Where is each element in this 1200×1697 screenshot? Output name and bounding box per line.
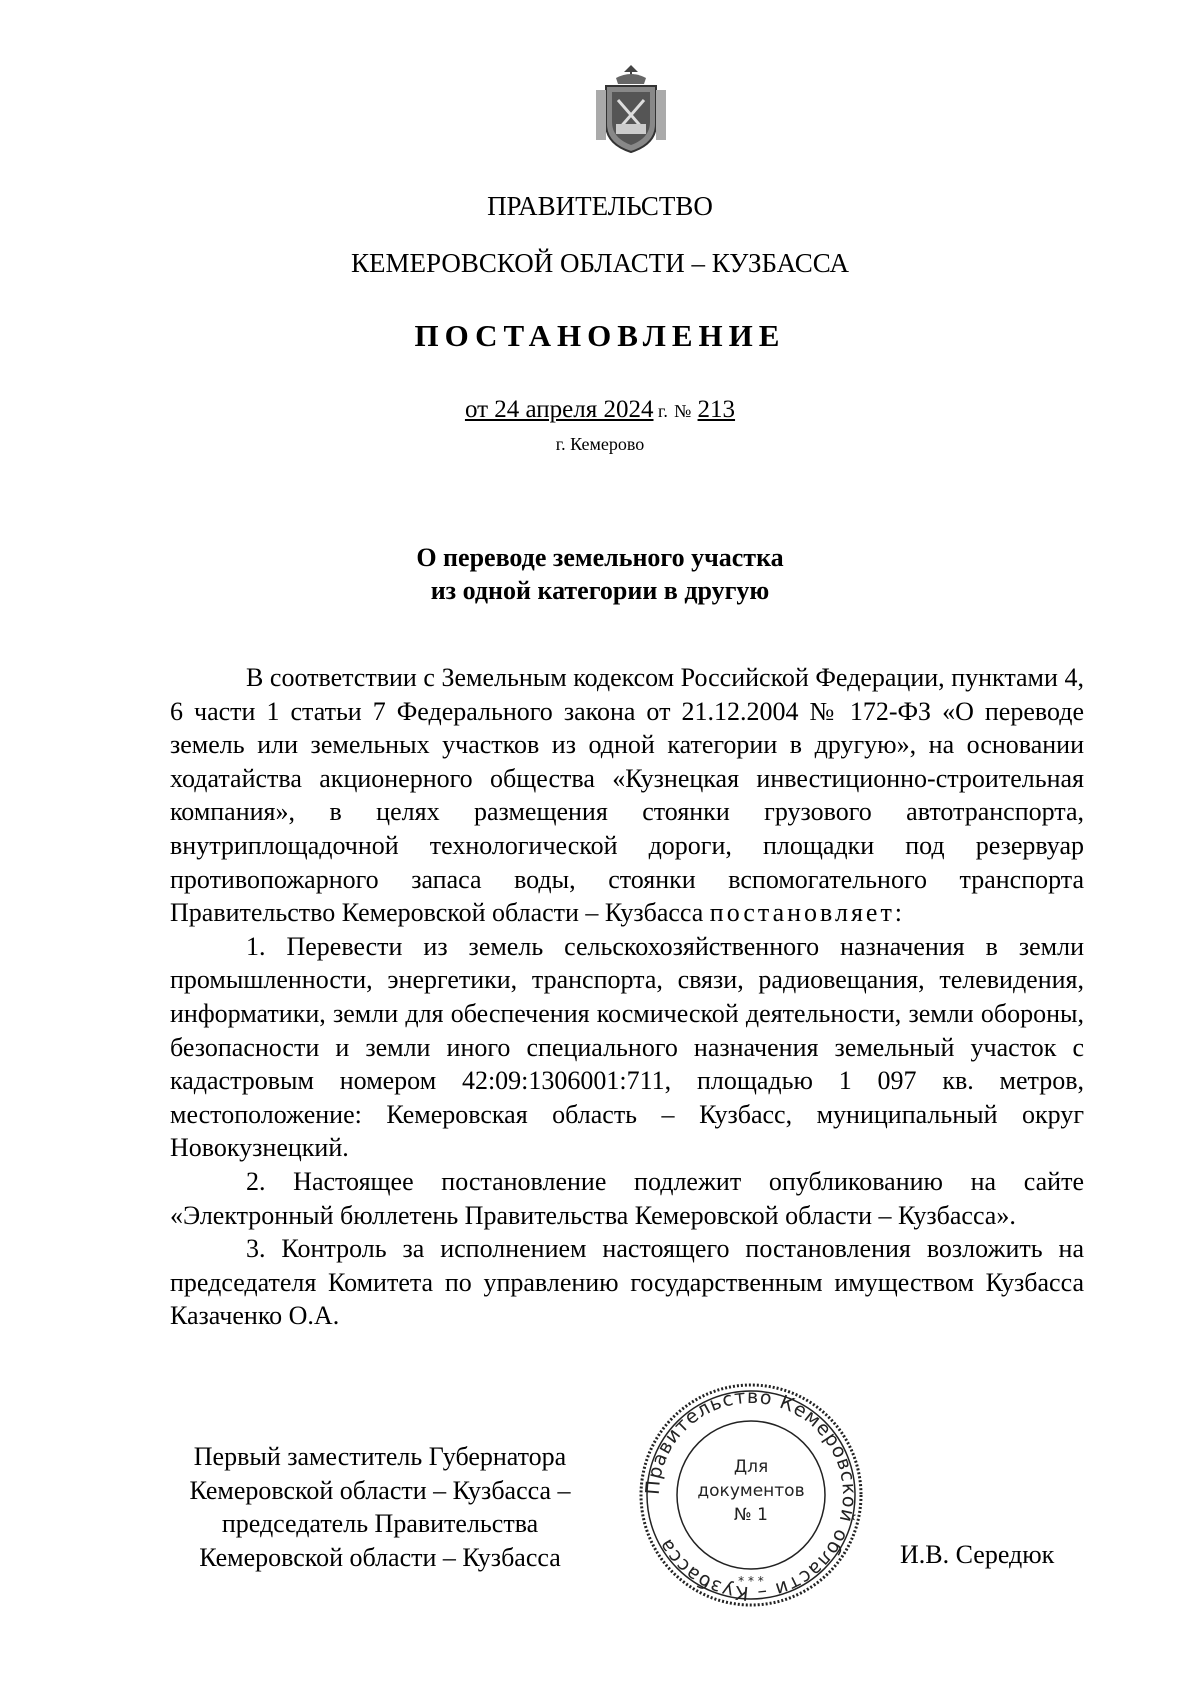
stamp-center-line-2: документов [697, 1481, 805, 1501]
signatory-title-line-1: Первый заместитель Губернатора [193, 1442, 567, 1471]
subject-line-2: из одной категории в другую [430, 576, 770, 605]
signatory-name: И.В. Середюк [900, 1540, 1055, 1569]
government-heading: ПРАВИТЕЛЬСТВО [487, 191, 713, 221]
item-3-paragraph: 3. Контроль за исполнением настоящего постановления возложить на председателя Комитета по управлению государственным имуществом Кузбасса Казаченко О.А. [170, 1234, 1084, 1331]
document-subject [0, 541, 1200, 607]
preamble-text: В соответствии с Земельным кодексом Российской Федерации, пунктами 4, 6 части 1 статьи 7 Федерального закона от 21.12.2004 № 172-ФЗ «О переводе земель или земельных участков из одной категории в другую», на основании ходатайства акционерного общества «Кузнецкая инвестиционно-строительная компания», в целях размещения стоянки грузового автотранспорта, внутриплощадочной технологической дороги, площадки под резервуар противопожарного запаса воды, стоянки вспомогательного транспорта Правительство Кемеровской области – Кузбасса [170, 663, 1084, 928]
year-suffix: г. [653, 401, 668, 421]
stamp-center-line-3: № 1 [734, 1505, 768, 1525]
number-sign: № [674, 401, 692, 421]
signatory-title [160, 1440, 600, 1574]
document-type-title: ПОСТАНОВЛЕНИЕ [414, 318, 786, 353]
official-stamp [636, 1380, 866, 1610]
item-1-paragraph: 1. Перевести из земель сельскохозяйственного назначения в земли промышленности, энергетики, транспорта, связи, радиовещания, телевидения, информатики, земли для обеспечения космической деятельности, земли обороны, безопасности и земли иного специального назначения земельный участок с кадастровым номером 42:09:1306001:711, площадью 1 097 кв. метров, местоположение: Кемеровская область – Кузбасс, муниципальный округ Новокузнецкий. [170, 931, 1084, 1163]
document-body [170, 661, 1084, 1333]
resolves-word: постановляет: [709, 898, 906, 928]
signatory-title-line-4: Кемеровской области – Кузбасса [199, 1542, 561, 1572]
document-number: 213 [697, 396, 736, 423]
stamp-stars: * * * [738, 1574, 764, 1588]
stamp-center-line-1: Для [733, 1457, 769, 1477]
signatory-title-line-3: председатель Правительства [221, 1509, 539, 1538]
coat-of-arms-emblem [596, 62, 666, 156]
document-city: г. Кемерово [555, 434, 645, 454]
item-2-paragraph: 2. Настоящее постановление подлежит опубликованию на сайте «Электронный бюллетень Правительства Кемеровской области – Кузбасса». [170, 1166, 1084, 1230]
document-dateline [0, 396, 1200, 424]
subject-line-1: О переводе земельного участка [416, 543, 784, 572]
region-heading: КЕМЕРОВСКОЙ ОБЛАСТИ – КУЗБАССА [351, 248, 849, 278]
preamble-paragraph [170, 661, 1084, 930]
stamp-ring-text: Правительство Кемеровской области – Кузбасса [641, 1385, 861, 1605]
document-date: от 24 апреля 2024 [464, 396, 654, 423]
signatory-title-line-2: Кемеровской области – Кузбасса – [189, 1475, 571, 1505]
